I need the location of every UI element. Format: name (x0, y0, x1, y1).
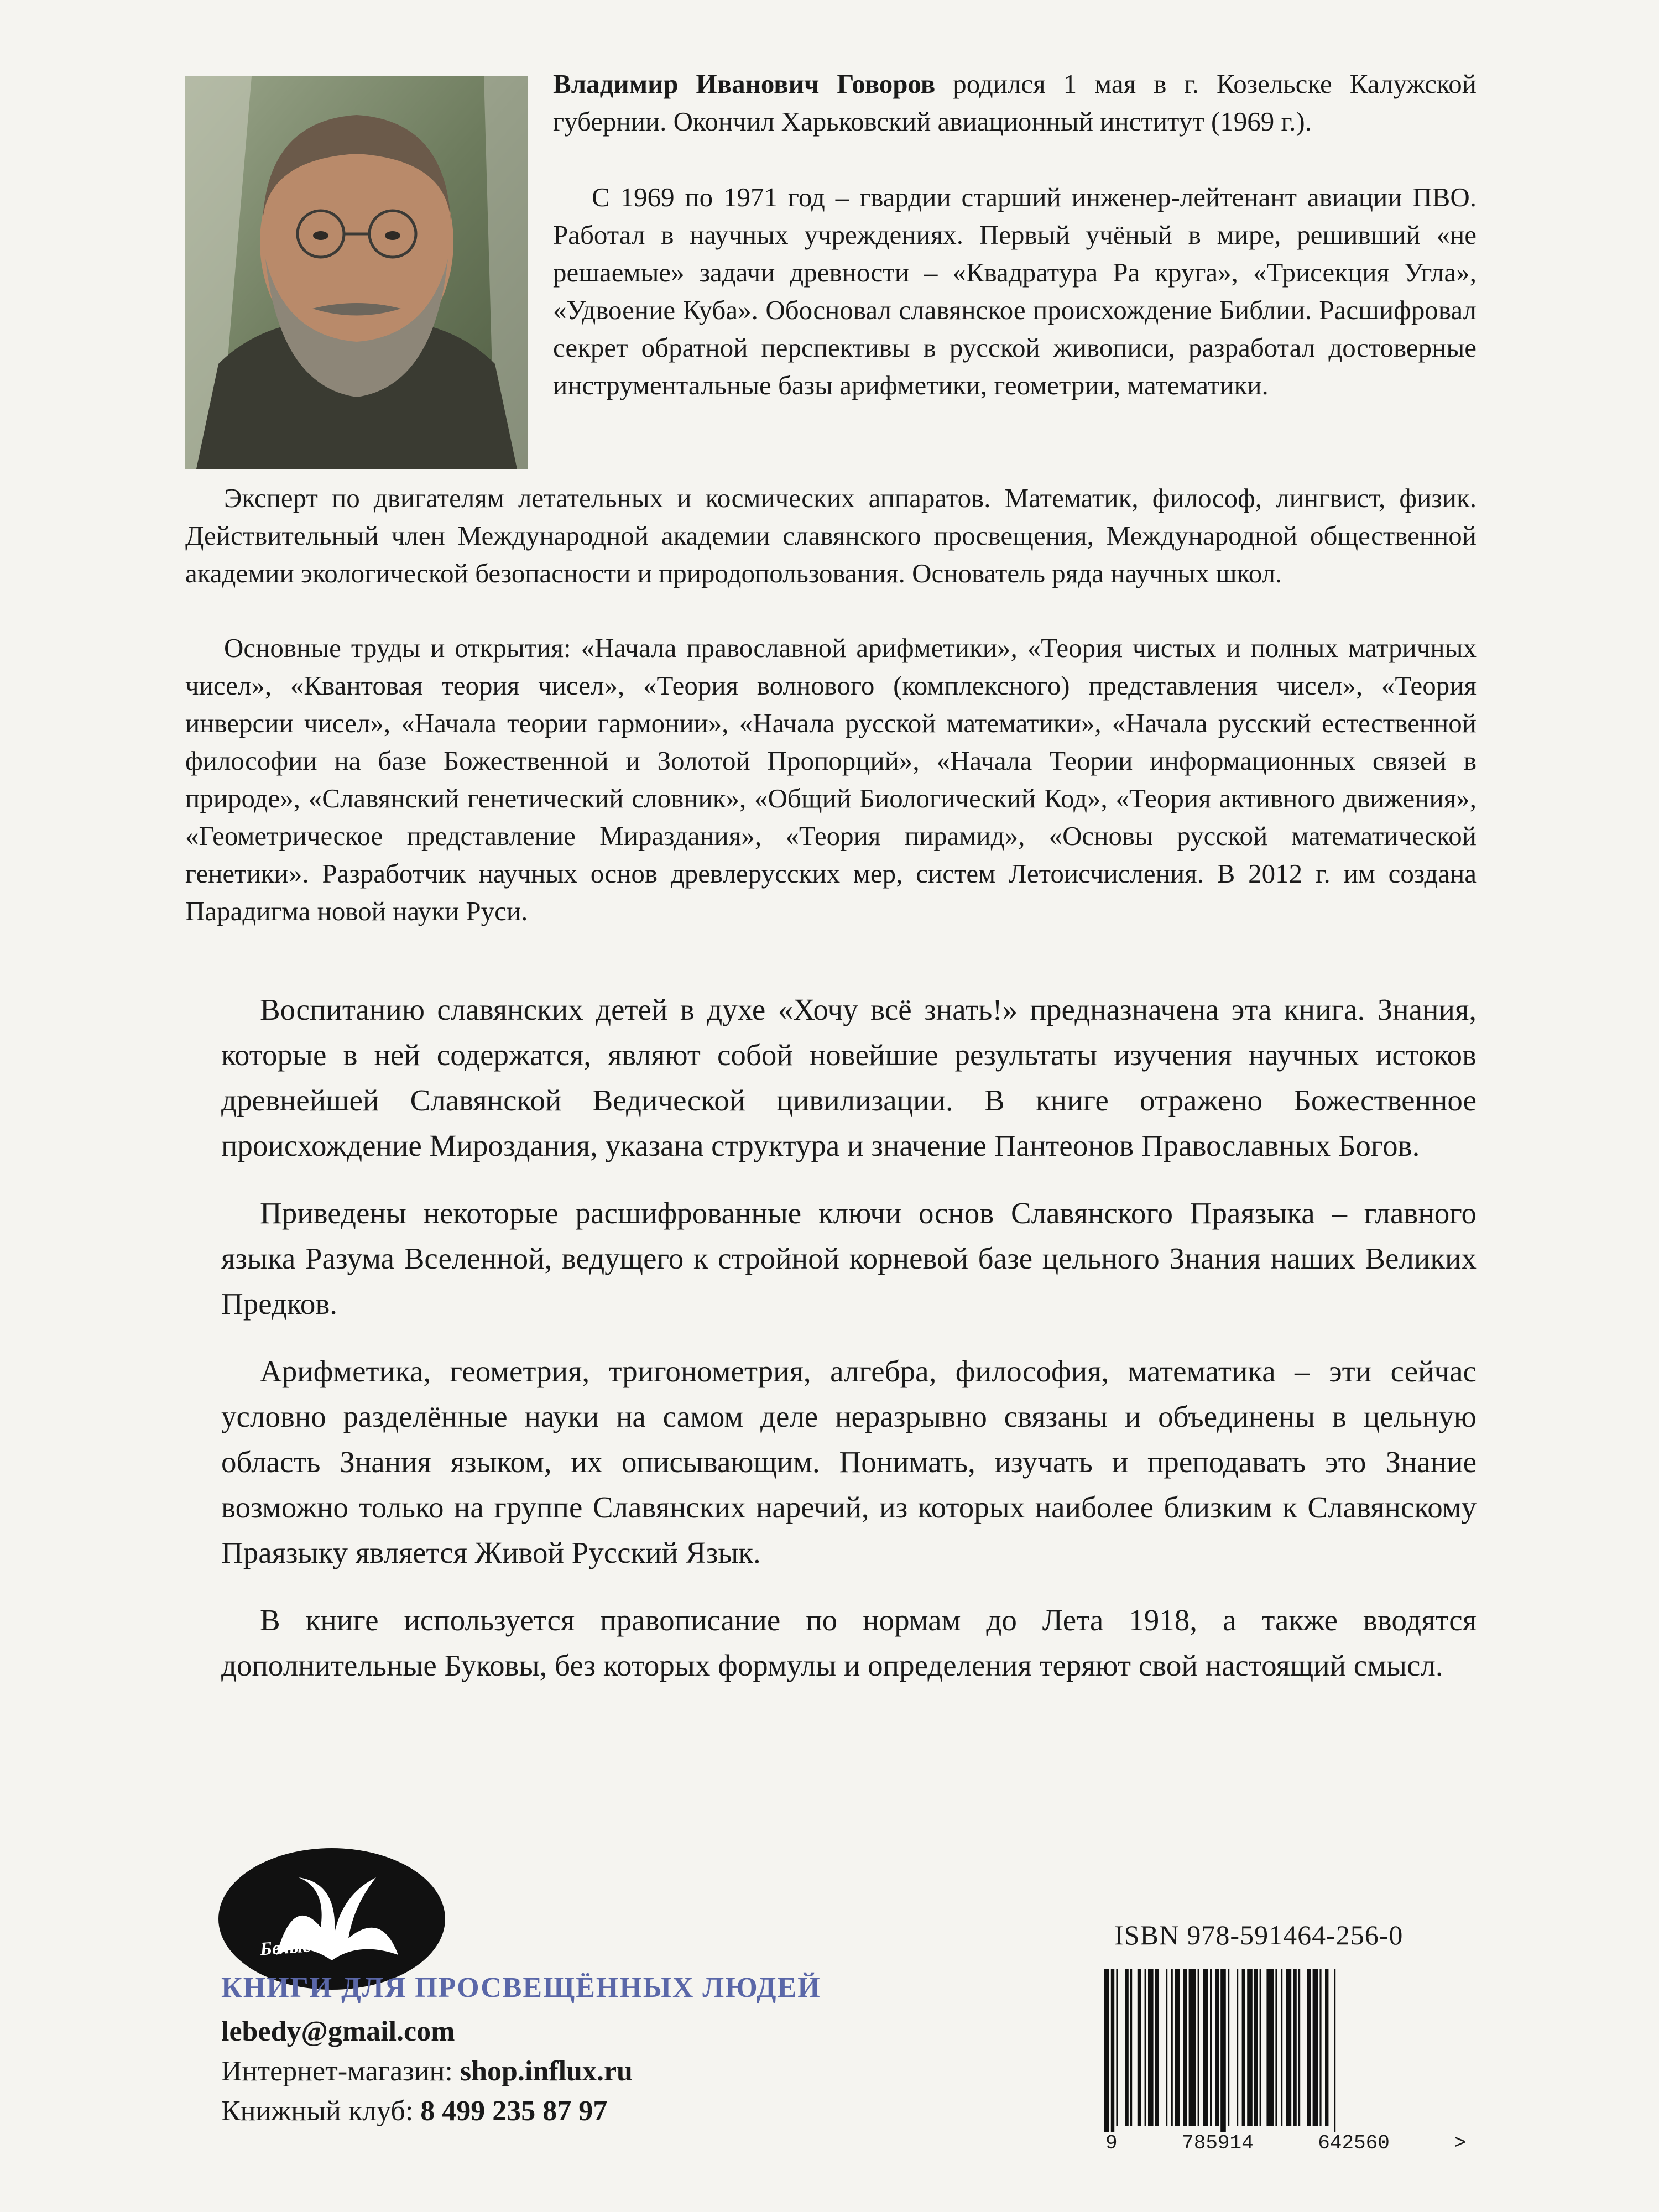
barcode-bar (1254, 1969, 1258, 2126)
barcode-bar (1210, 1969, 1212, 2126)
barcode-bar (1203, 1969, 1208, 2126)
barcode-digits-right: 642560 (1316, 2132, 1392, 2154)
publisher-slogan: КНИГИ ДЛЯ ПРОСВЕЩЁННЫХ ЛЮДЕЙ (221, 1972, 821, 2004)
barcode-bar (1266, 1969, 1274, 2126)
barcode-bar (1155, 1969, 1159, 2126)
author-bio-intro (553, 65, 1477, 140)
barcode-bar (1260, 1969, 1261, 2126)
barcode-bar (1307, 1969, 1311, 2126)
barcode-bar (1242, 1969, 1245, 2126)
book-description-paragraph: Приведены некоторые расшифрованные ключи основ Славянского Праязыка – главного языка Разума Вселенной, ведущего к стройной корневой базе цельного Знания наших Великих Предков. (221, 1196, 1477, 1321)
publisher-shop (221, 2052, 995, 2091)
barcode-bar (1198, 1969, 1199, 2126)
barcode-bar (1247, 1969, 1253, 2126)
author-bio-career: С 1969 по 1971 год – гвардии старший инженер-лейтенант авиации ПВО. Работал в научных учреждениях. Первый учёный в мире, решивший «не решаемые» задачи древности – «Квадратура Ра круга», «Трисекция Угла», «Удвоение Куба». Обосновал славянское происхождение Библии. Расшифровал секрет обратной перспективы в русской живописи, разработал достоверные инструментальные базы арифметики, геометрии, математики. (553, 182, 1477, 400)
barcode-digit-tail: > (1452, 2132, 1468, 2154)
barcode-bar (1130, 1969, 1132, 2126)
author-name: Владимир Иванович Говоров (553, 69, 936, 99)
barcode-digits (1103, 2132, 1468, 2154)
publisher-email[interactable]: lebedy@gmail.com (221, 2016, 455, 2047)
author-portrait (185, 76, 528, 469)
barcode-bar (1183, 1969, 1187, 2126)
isbn-barcode (1100, 1969, 1465, 2157)
barcode-bar (1171, 1969, 1173, 2126)
barcode-bar (1125, 1969, 1128, 2126)
publisher-logo-text: Белые альвы (259, 1932, 366, 1960)
barcode-bar (1313, 1969, 1318, 2126)
barcode-bar (1148, 1969, 1154, 2126)
barcode-bar (1138, 1969, 1141, 2126)
barcode-bar (1275, 1969, 1277, 2126)
barcode-bar (1286, 1969, 1292, 2126)
barcode-bar (1293, 1969, 1296, 2126)
barcode-bar (1104, 1969, 1109, 2140)
barcode-bar (1281, 1969, 1282, 2126)
barcode-digits-left: 785914 (1180, 2132, 1256, 2154)
book-description (221, 987, 1477, 1710)
publisher-shop-link[interactable]: shop.influx.ru (460, 2056, 633, 2087)
author-bio-works: Основные труды и открытия: «Начала православной арифметики», «Теория чистых и полных матричных чисел», «Квантовая теория чисел», «Теория волнового (комплексного) представления чисел», «Теория инверсии чисел», «Начала теории гармонии», «Начала русской математики», «Начала русский естественной философии на базе Божественной и Золотой Пропорций», «Начала Теории информационных связей в природе», «Славянский генетический словник», «Общий Биологический Код», «Теория активного движения», «Геометрическое представление Мираздания», «Теория пирамид», «Основы русской математической генетики». Разработчик научных основ древлерусских мер, систем Летоисчисления. В 2012 г. им создана Парадигма новой науки Руси. (185, 633, 1477, 926)
barcode-bar (1228, 1969, 1229, 2126)
barcode-bar (1175, 1969, 1180, 2126)
book-description-paragraph: Воспитанию славянских детей в духе «Хочу всё знать!» предназначена эта книга. Знания, которые в ней содержатся, являют собой новейшие результаты изучения научных истоков древнейшей Славянской Ведической цивилизации. В книге отражено Божественное происхождение Мироздания, указана структура и значение Пантеонов Православных Богов. (221, 993, 1477, 1162)
barcode-bar (1111, 1969, 1114, 2140)
publisher-club-phone: 8 499 235 87 97 (420, 2095, 608, 2127)
publisher-info (221, 1969, 995, 2131)
barcode-bar (1116, 1969, 1118, 2126)
barcode-bar (1220, 1969, 1226, 2140)
publisher-club-label: Книжный клуб: (221, 2095, 421, 2127)
isbn-label: ISBN 978-591464-256-0 (1114, 1919, 1404, 1950)
barcode-bar (1215, 1969, 1219, 2126)
barcode-bar (1145, 1969, 1146, 2126)
publisher-club (221, 2091, 995, 2131)
author-bio-expertise: Эксперт по двигателям летательных и космических аппаратов. Математик, философ, лингвист, физик. Действительный член Международной академии славянского просвещения, Международной общественной академии экологической безопасности и природопользования. Основатель ряда научных школ. (185, 483, 1477, 588)
barcode-bar (1166, 1969, 1167, 2126)
publisher-shop-label: Интернет-магазин: (221, 2056, 460, 2087)
barcode-bar (1325, 1969, 1328, 2126)
book-description-paragraph: В книге используется правописание по нормам до Лета 1918, а также вводятся дополнительные Буковы, без которых формулы и определения теряют свой настоящий смысл. (221, 1603, 1477, 1682)
barcode-bar (1237, 1969, 1238, 2126)
barcode-bar (1298, 1969, 1300, 2126)
barcode-bar (1334, 1969, 1335, 2140)
barcode-bar (1319, 1969, 1321, 2126)
author-bio-intro-text: родился 1 мая в г. Козельске Калужской губернии. Окончил Харьковский авиационный институт (1969 г.). (553, 69, 1477, 137)
barcode-digit-lead: 9 (1103, 2132, 1120, 2154)
barcode-bar (1189, 1969, 1196, 2126)
book-description-paragraph: Арифметика, геометрия, тригонометрия, алгебра, философия, математика – эти сейчас условно разделённые науки на самом деле неразрывно связаны и объединены в цельную область Знания языком, их описывающим. Понимать, изучать и преподавать это Знание возможно только на группе Славянских наречий, из которых наиболее близким к Славянскому Праязыку является Живой Русский Язык. (221, 1354, 1477, 1569)
